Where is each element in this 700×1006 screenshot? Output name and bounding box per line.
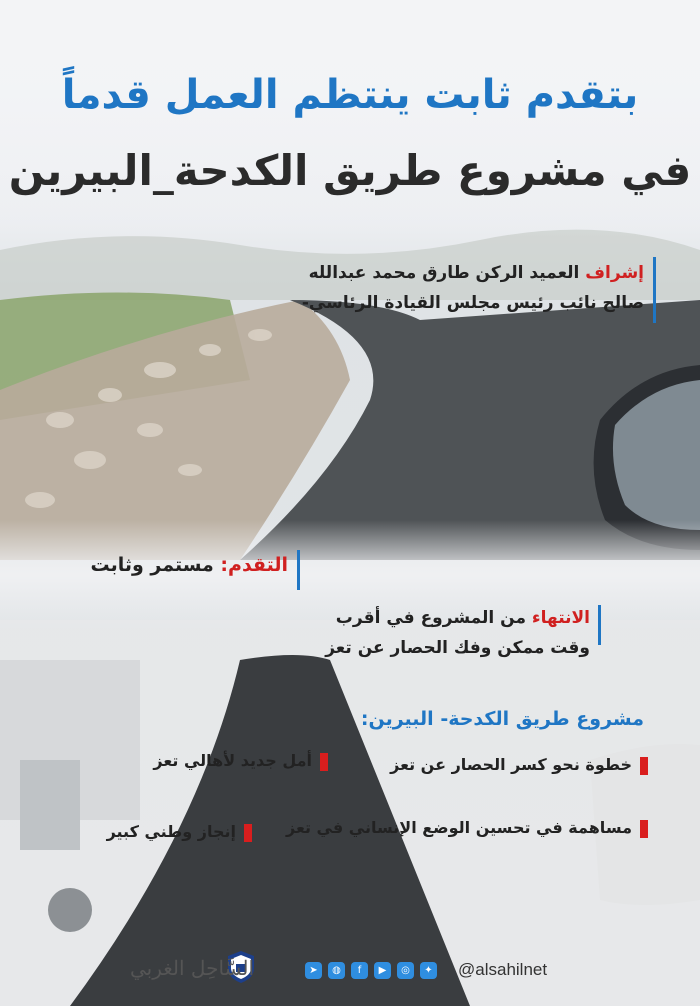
project-item: أمل جديد لأهالي تعز — [153, 751, 328, 771]
facebook-icon[interactable]: f — [351, 962, 368, 979]
project-heading: مشروع طريق الكدحة- البيرين: — [360, 708, 644, 730]
completion-text-2: وقت ممكن وفك الحصار عن تعز — [325, 638, 590, 658]
brand-wordmark: السَّاحِل الغربي — [130, 956, 255, 980]
completion-bar — [598, 605, 601, 645]
project-item: مساهمة في تحسين الوضع الإنساني في تعز — [286, 818, 648, 838]
project-item: إنجاز وطني كبير — [107, 822, 252, 842]
supervision-label: إشراف — [585, 263, 644, 283]
supervision-bar — [653, 257, 656, 323]
supervision-text-1: العميد الركن طارق محمد عبدالله — [308, 263, 586, 283]
twitter-icon[interactable]: ✦ — [420, 962, 437, 979]
red-bullet-icon — [244, 824, 252, 842]
completion-label: الانتهاء — [531, 608, 590, 628]
project-item: خطوة نحو كسر الحصار عن تعز — [390, 755, 648, 775]
red-bullet-icon — [640, 820, 648, 838]
main-title: بتقدم ثابت ينتظم العمل قدماً — [61, 72, 639, 118]
progress-bar — [297, 550, 300, 590]
youtube-icon[interactable]: ▶ — [374, 962, 391, 979]
red-bullet-icon — [320, 753, 328, 771]
sub-title: في مشروع طريق الكدحة_البيرين — [8, 146, 692, 195]
completion-text-1: من المشروع في أقرب — [335, 608, 532, 628]
instagram-icon[interactable]: ◎ — [397, 962, 414, 979]
progress-label: التقدم: — [220, 554, 288, 576]
progress-value: مستمر وثابت — [90, 554, 221, 576]
completion-block — [325, 603, 590, 663]
social-icons — [305, 962, 437, 979]
supervision-text-2: صالح نائب رئيس مجلس القيادة الرئاسي- — [301, 293, 644, 313]
social-handle[interactable]: @alsahilnet — [458, 960, 548, 979]
web-icon[interactable]: ◍ — [328, 962, 345, 979]
supervision-block — [302, 258, 644, 318]
progress-block — [90, 550, 288, 580]
red-bullet-icon — [640, 757, 648, 775]
telegram-icon[interactable]: ➤ — [305, 962, 322, 979]
